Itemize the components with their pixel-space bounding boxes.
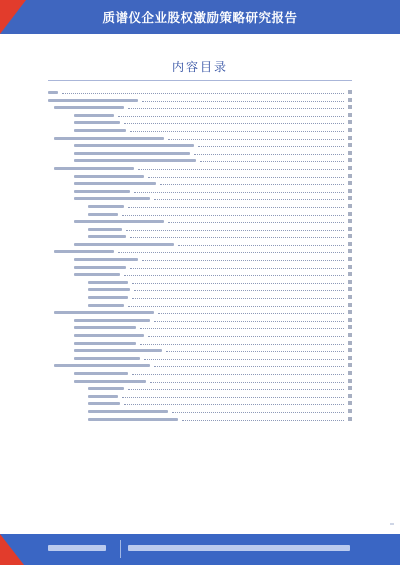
- toc-entry[interactable]: [48, 399, 352, 407]
- toc-page-number: [348, 265, 352, 269]
- toc-page-number: [348, 348, 352, 352]
- toc-page-number: [348, 151, 352, 155]
- toc-entry-text: [74, 182, 156, 185]
- toc-page-number: [348, 120, 352, 124]
- toc-entry[interactable]: [48, 346, 352, 354]
- toc-page-number: [348, 219, 352, 223]
- toc-entry-text: [74, 197, 150, 200]
- toc-entry-text: [54, 311, 154, 314]
- toc-leader-dots: [132, 283, 344, 284]
- toc-leader-dots: [128, 389, 344, 390]
- toc-entry[interactable]: [48, 354, 352, 362]
- toc-page-number: [348, 333, 352, 337]
- toc-entry-text: [54, 250, 114, 253]
- red-corner-accent: [0, 534, 24, 565]
- toc-entry[interactable]: [48, 225, 352, 233]
- toc-page-number: [348, 379, 352, 383]
- toc-page-number: [348, 204, 352, 208]
- toc-leader-dots: [148, 336, 344, 337]
- toc-entry[interactable]: [48, 232, 352, 240]
- toc-page-number: [348, 166, 352, 170]
- toc-entry-text: [74, 334, 144, 337]
- toc-leader-dots: [122, 215, 344, 216]
- toc-leader-dots: [138, 169, 344, 170]
- toc-entry[interactable]: [48, 187, 352, 195]
- toc-entry[interactable]: [48, 331, 352, 339]
- toc-entry-text: [54, 106, 124, 109]
- toc-entry[interactable]: [48, 210, 352, 218]
- toc-entry[interactable]: [48, 118, 352, 126]
- toc-page-number: [348, 356, 352, 360]
- toc-entry[interactable]: [48, 270, 352, 278]
- toc-page-number: [348, 371, 352, 375]
- toc-leader-dots: [128, 108, 344, 109]
- toc-entry[interactable]: [48, 141, 352, 149]
- toc-leader-dots: [154, 199, 344, 200]
- toc-page-number: [348, 409, 352, 413]
- toc-entry-text: [74, 372, 128, 375]
- toc-page-number: [348, 212, 352, 216]
- toc-leader-dots: [166, 351, 344, 352]
- toc-page-number: [348, 310, 352, 314]
- toc-leader-dots: [130, 268, 344, 269]
- toc-entry[interactable]: [48, 202, 352, 210]
- toc-entry[interactable]: [48, 164, 352, 172]
- toc-entry[interactable]: [48, 134, 352, 142]
- toc-entry[interactable]: [48, 88, 352, 96]
- toc-entry-text: [88, 410, 168, 413]
- toc-page-number: [348, 295, 352, 299]
- toc-leader-dots: [140, 328, 344, 329]
- toc-page-number: [348, 272, 352, 276]
- toc-entry-text: [88, 205, 124, 208]
- toc-entry[interactable]: [48, 415, 352, 423]
- toc-entry[interactable]: [48, 179, 352, 187]
- toc-page-number: [348, 318, 352, 322]
- toc-heading: 内容目录: [171, 60, 228, 74]
- toc-entry-text: [74, 152, 190, 155]
- footer-slogan-left: [48, 545, 106, 551]
- footer-separator: [120, 540, 121, 558]
- toc-entry-text: [74, 258, 138, 261]
- toc-leader-dots: [200, 161, 344, 162]
- toc-entry-text: [88, 402, 120, 405]
- toc-page-number: [348, 90, 352, 94]
- toc-entry-text: [48, 91, 58, 94]
- toc-entry[interactable]: [48, 285, 352, 293]
- toc-entry-text: [88, 418, 178, 421]
- toc-entry[interactable]: [48, 149, 352, 157]
- toc-entry[interactable]: [48, 339, 352, 347]
- toc-entry-text: [74, 144, 194, 147]
- toc-divider: [48, 80, 352, 81]
- toc-leader-dots: [178, 245, 344, 246]
- toc-entry[interactable]: [48, 301, 352, 309]
- toc-leader-dots: [128, 306, 344, 307]
- toc-entry[interactable]: [48, 194, 352, 202]
- toc-entry[interactable]: [48, 361, 352, 369]
- toc-entry-text: [74, 349, 162, 352]
- toc-leader-dots: [132, 298, 344, 299]
- toc-leader-dots: [168, 139, 344, 140]
- toc-entry[interactable]: [48, 96, 352, 104]
- toc-leader-dots: [154, 321, 344, 322]
- toc-page-number: [348, 287, 352, 291]
- toc-page-number: [348, 303, 352, 307]
- toc-entry-text: [48, 99, 138, 102]
- toc-leader-dots: [118, 116, 344, 117]
- toc-entry[interactable]: [48, 103, 352, 111]
- toc-leader-dots: [124, 404, 344, 405]
- toc-entry[interactable]: [48, 240, 352, 248]
- toc-leader-dots: [154, 366, 344, 367]
- toc-page-number: [348, 325, 352, 329]
- toc-entry-text: [88, 228, 122, 231]
- toc-leader-dots: [62, 93, 344, 94]
- toc-page-number: [348, 280, 352, 284]
- toc-entry-text: [88, 296, 128, 299]
- toc-entry[interactable]: [48, 172, 352, 180]
- header-banner: [0, 0, 400, 34]
- toc-entry[interactable]: [48, 247, 352, 255]
- toc-page-number: [348, 143, 352, 147]
- toc-page-number: [348, 189, 352, 193]
- toc-leader-dots: [150, 382, 344, 383]
- toc-page-number: [348, 417, 352, 421]
- toc-entry[interactable]: [48, 323, 352, 331]
- toc-page-number: [348, 242, 352, 246]
- toc-entry-text: [74, 243, 174, 246]
- toc-entry-text: [74, 121, 120, 124]
- toc-leader-dots: [132, 374, 344, 375]
- toc-leader-dots: [134, 192, 344, 193]
- toc-entry[interactable]: [48, 293, 352, 301]
- toc-entry[interactable]: [48, 308, 352, 316]
- toc-entry[interactable]: [48, 217, 352, 225]
- toc-entry[interactable]: [48, 126, 352, 134]
- toc-page-number: [348, 113, 352, 117]
- toc-entry-text: [74, 342, 136, 345]
- toc-entry[interactable]: [48, 377, 352, 385]
- toc-entry-text: [88, 288, 130, 291]
- toc-leader-dots: [158, 313, 344, 314]
- toc-page-number: [348, 181, 352, 185]
- toc-entry-text: [74, 159, 196, 162]
- toc-entry-text: [88, 281, 128, 284]
- toc-entry-text: [88, 213, 118, 216]
- toc-leader-dots: [134, 290, 344, 291]
- toc-page-number: [348, 128, 352, 132]
- toc-leader-dots: [130, 131, 344, 132]
- toc-page-number: [348, 401, 352, 405]
- toc-entry[interactable]: [48, 384, 352, 392]
- toc-entry[interactable]: [48, 278, 352, 286]
- toc-leader-dots: [144, 359, 344, 360]
- toc-entry-text: [74, 190, 130, 193]
- toc-entry-text: [88, 304, 124, 307]
- toc-entry-text: [74, 266, 126, 269]
- toc-entry[interactable]: [48, 255, 352, 263]
- toc-page-number: [348, 394, 352, 398]
- toc-page-number: [348, 341, 352, 345]
- toc-leader-dots: [182, 420, 344, 421]
- toc-entry-text: [74, 319, 150, 322]
- footer-slogan-right: [128, 545, 350, 551]
- toc-page-number: [348, 158, 352, 162]
- toc-page-number: [348, 196, 352, 200]
- toc-leader-dots: [142, 260, 344, 261]
- toc-page-number: [348, 98, 352, 102]
- toc-leader-dots: [160, 184, 344, 185]
- toc-entry-text: [74, 114, 114, 117]
- toc-leader-dots: [124, 123, 344, 124]
- toc-entry-text: [74, 129, 126, 132]
- toc-entry-text: [54, 364, 150, 367]
- toc-entry[interactable]: [48, 369, 352, 377]
- toc-entry-text: [74, 326, 136, 329]
- toc-entry[interactable]: [48, 156, 352, 164]
- page-marker: [390, 523, 394, 525]
- toc-entry[interactable]: [48, 316, 352, 324]
- toc-entry-text: [88, 395, 118, 398]
- toc-leader-dots: [172, 412, 344, 413]
- toc-leader-dots: [118, 252, 344, 253]
- toc-entry[interactable]: [48, 111, 352, 119]
- toc-page-number: [348, 105, 352, 109]
- toc-entry[interactable]: [48, 263, 352, 271]
- toc-leader-dots: [130, 237, 344, 238]
- toc-entry-text: [54, 137, 164, 140]
- toc-page-number: [348, 174, 352, 178]
- toc-page-number: [348, 136, 352, 140]
- toc-leader-dots: [128, 207, 344, 208]
- toc-page-number: [348, 234, 352, 238]
- toc-leader-dots: [142, 101, 344, 102]
- toc-list: [48, 88, 352, 422]
- toc-page-number: [348, 363, 352, 367]
- toc-entry-text: [74, 175, 144, 178]
- toc-page-number: [348, 249, 352, 253]
- toc-entry-text: [88, 387, 124, 390]
- toc-entry-text: [74, 380, 146, 383]
- toc-entry-text: [74, 357, 140, 360]
- toc-entry-text: [54, 167, 134, 170]
- toc-leader-dots: [198, 146, 344, 147]
- toc-entry[interactable]: [48, 407, 352, 415]
- toc-entry-text: [74, 273, 120, 276]
- toc-leader-dots: [194, 154, 344, 155]
- toc-page-number: [348, 257, 352, 261]
- report-title: 质谱仪企业股权激励策略研究报告: [102, 10, 298, 25]
- footer-banner: [0, 534, 400, 565]
- toc-leader-dots: [148, 177, 344, 178]
- toc-entry-text: [74, 220, 164, 223]
- toc-leader-dots: [122, 397, 344, 398]
- toc-entry[interactable]: [48, 392, 352, 400]
- toc-leader-dots: [126, 230, 344, 231]
- toc-leader-dots: [168, 222, 344, 223]
- toc-entry-text: [88, 235, 126, 238]
- toc-page-number: [348, 227, 352, 231]
- toc-leader-dots: [140, 344, 344, 345]
- toc-page-number: [348, 386, 352, 390]
- toc-leader-dots: [124, 275, 344, 276]
